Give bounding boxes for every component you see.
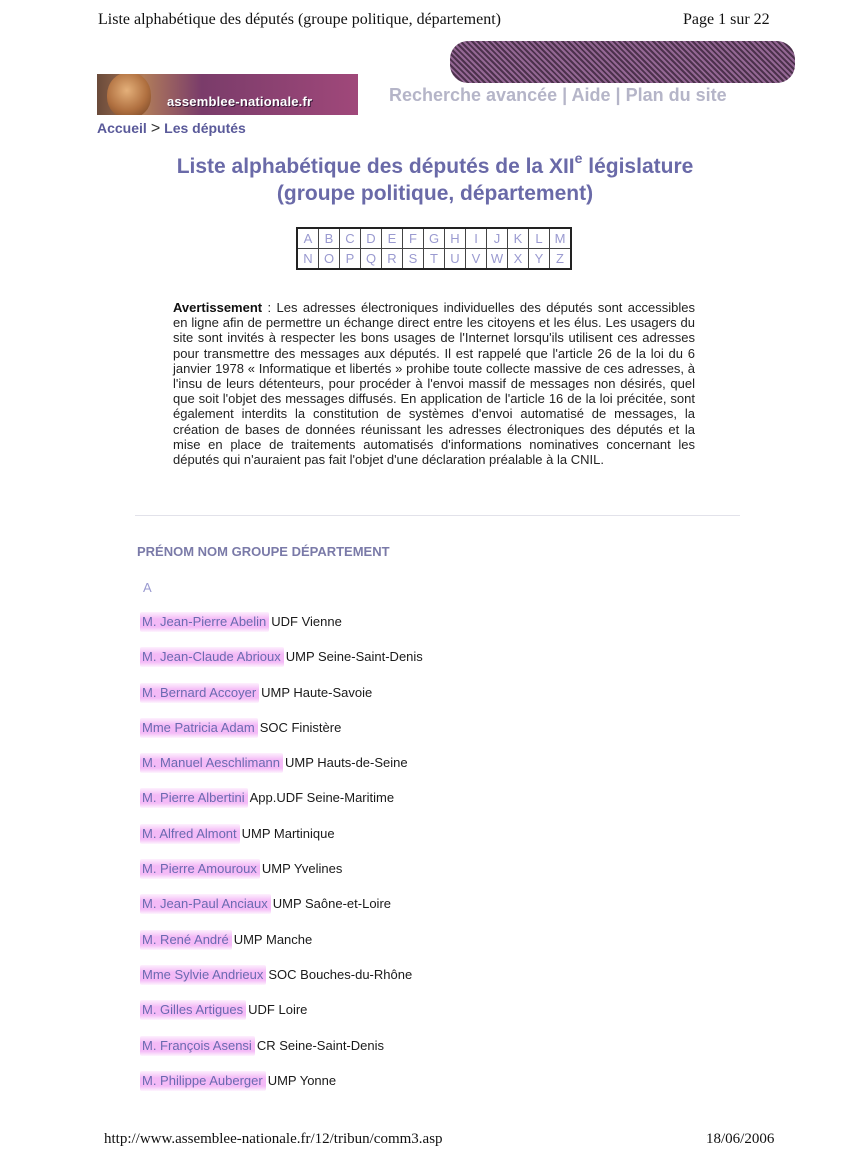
alphabet-letter-link[interactable]: Q (361, 249, 382, 270)
breadcrumb-home-link[interactable]: Accueil (97, 120, 147, 136)
deputy-row (142, 685, 423, 720)
deputy-name-link[interactable]: M. Pierre Albertini (140, 788, 248, 808)
deputy-name-link[interactable]: Mme Patricia Adam (140, 718, 258, 738)
deputy-list (142, 614, 423, 1108)
deputy-row (142, 896, 423, 931)
deputy-row (142, 932, 423, 967)
deputy-row (142, 826, 423, 861)
alphabet-letter-link[interactable]: O (319, 249, 340, 270)
breadcrumb-separator: > (150, 120, 161, 137)
deputy-name-link[interactable]: M. Pierre Amouroux (140, 859, 260, 879)
alphabet-letter-link[interactable]: R (382, 249, 403, 270)
alphabet-letter-link[interactable]: A (297, 228, 319, 249)
deputy-group-department: UMP Haute-Savoie (261, 684, 373, 700)
deputy-name-link[interactable]: M. Jean-Pierre Abelin (140, 612, 269, 632)
alphabet-letter-link[interactable]: J (487, 228, 508, 249)
alphabet-row-1 (297, 228, 571, 249)
deputy-name-link[interactable]: M. Jean-Claude Abrioux (140, 647, 284, 667)
alphabet-letter-link[interactable]: W (487, 249, 508, 270)
title-text: législature (582, 155, 694, 178)
breadcrumb-current-link[interactable]: Les députés (164, 120, 246, 136)
nav-separator: | (562, 85, 568, 105)
alphabet-letter-link[interactable]: T (424, 249, 445, 270)
site-banner-logo[interactable] (97, 74, 358, 115)
warning-label: Avertissement (173, 300, 263, 315)
deputy-row (142, 1038, 423, 1073)
deputy-name-link[interactable]: M. Manuel Aeschlimann (140, 753, 283, 773)
top-nav-links (389, 85, 727, 106)
alphabet-letter-link[interactable]: L (529, 228, 550, 249)
deputy-row (142, 790, 423, 825)
deputy-name-link[interactable]: Mme Sylvie Andrieux (140, 965, 266, 985)
alphabet-row-2 (297, 249, 571, 270)
alphabet-letter-link[interactable]: P (340, 249, 361, 270)
redaction-scribble (450, 41, 795, 83)
print-header-title: Liste alphabétique des députés (groupe politique, département) (98, 11, 501, 28)
deputy-row (142, 649, 423, 684)
print-footer-url: http://www.assemblee-nationale.fr/12/tribun/comm3.asp (104, 1131, 443, 1147)
deputy-group-department: UMP Hauts-de-Seine (285, 755, 408, 771)
alphabet-letter-link[interactable]: Y (529, 249, 550, 270)
deputy-name-link[interactable]: M. Jean-Paul Anciaux (140, 894, 271, 914)
warning-text: : Les adresses électroniques individuelles des députés sont accessibles en ligne afin de permettre un échange direct entre les citoyens et les élus. Les usagers du site sont invités à respecter les bons usages de l'Internet lorsqu'ils utilisent ces adresses pour transmettre des messages aux députés. Il est rappelé que l'article 26 de la loi du 6 janvier 1978 « Informatique et libertés » prohibe toute collecte massive de ces adresses, à l'insu de leurs détenteurs, pour procéder à l'envoi massif de messages non désirés, quel que soit l'objet des messages diffusés. En application de l'article 16 de la loi précitée, sont également interdits la constitution de systèmes d'envoi automatisé de messages, la création de bases de données réunissant les adresses électroniques des députés et la mise en place de traitements automatisés d'informations nominatives concernant les députés qui n'auraient pas fait l'objet d'une déclaration préalable à la CNIL. (173, 300, 695, 468)
alphabet-letter-link[interactable]: D (361, 228, 382, 249)
alphabet-letter-link[interactable]: I (466, 228, 487, 249)
alphabet-letter-link[interactable]: S (403, 249, 424, 270)
alphabet-letter-link[interactable]: K (508, 228, 529, 249)
section-divider (135, 515, 740, 516)
deputy-row (142, 967, 423, 1002)
deputy-name-link[interactable]: M. François Asensi (140, 1036, 255, 1056)
alphabet-letter-link[interactable]: M (550, 228, 572, 249)
deputy-row (142, 614, 423, 649)
deputy-group-department: CR Seine-Saint-Denis (256, 1037, 384, 1053)
deputy-row (142, 755, 423, 790)
alphabet-index (296, 227, 572, 270)
marianne-portrait-icon (107, 74, 151, 115)
nav-separator: | (615, 85, 621, 105)
print-footer-date: 18/06/2006 (706, 1131, 775, 1147)
alphabet-letter-link[interactable]: B (319, 228, 340, 249)
alphabet-letter-link[interactable]: F (403, 228, 424, 249)
help-link[interactable]: Aide (571, 85, 611, 105)
deputy-row (142, 1073, 423, 1108)
deputy-name-link[interactable]: M. Bernard Accoyer (140, 683, 259, 703)
page-title-line1 (100, 145, 770, 180)
alphabet-letter-link[interactable]: V (466, 249, 487, 270)
deputy-group-department: App.UDF Seine-Maritime (249, 790, 395, 806)
deputy-group-department: UMP Seine-Saint-Denis (285, 649, 423, 665)
sitemap-link[interactable]: Plan du site (625, 85, 727, 105)
deputy-group-department: UMP Manche (233, 931, 313, 947)
title-text: Liste alphabétique des députés de la XII (176, 155, 575, 178)
alphabet-letter-link[interactable]: E (382, 228, 403, 249)
alphabet-letter-link[interactable]: C (340, 228, 361, 249)
deputy-name-link[interactable]: M. René André (140, 930, 232, 950)
section-letter-anchor: A (143, 580, 152, 595)
alphabet-letter-link[interactable]: X (508, 249, 529, 270)
deputy-group-department: UMP Yvelines (261, 861, 343, 877)
page-title (100, 145, 770, 207)
print-header-page-number: Page 1 sur 22 (683, 11, 770, 28)
breadcrumb (97, 120, 246, 138)
deputy-group-department: UDF Vienne (271, 614, 342, 629)
deputy-row (142, 720, 423, 755)
deputy-name-link[interactable]: M. Alfred Almont (140, 824, 240, 844)
deputy-row (142, 1002, 423, 1037)
deputy-group-department: UMP Saône-et-Loire (272, 896, 391, 912)
deputy-group-department: UDF Loire (248, 1002, 308, 1018)
deputy-name-link[interactable]: M. Philippe Auberger (140, 1071, 266, 1091)
alphabet-letter-link[interactable]: U (445, 249, 466, 270)
page-title-line2: (groupe politique, département) (276, 182, 594, 205)
deputy-name-link[interactable]: M. Gilles Artigues (140, 1000, 246, 1020)
alphabet-letter-link[interactable]: Z (550, 249, 572, 270)
alphabet-letter-link[interactable]: G (424, 228, 445, 249)
deputy-group-department: SOC Bouches-du-Rhône (268, 966, 413, 982)
privacy-warning (173, 300, 695, 467)
deputy-row (142, 861, 423, 896)
list-column-header: PRÉNOM NOM GROUPE DÉPARTEMENT (137, 544, 390, 559)
deputy-group-department: UMP Yonne (267, 1072, 337, 1088)
alphabet-letter-link[interactable]: H (445, 228, 466, 249)
advanced-search-link[interactable]: Recherche avancée (389, 85, 558, 105)
title-superscript: e (574, 150, 583, 166)
deputy-group-department: UMP Martinique (241, 825, 335, 841)
banner-site-name: assemblee-nationale.fr (167, 94, 313, 109)
alphabet-letter-link[interactable]: N (297, 249, 319, 270)
deputy-group-department: SOC Finistère (259, 719, 342, 735)
